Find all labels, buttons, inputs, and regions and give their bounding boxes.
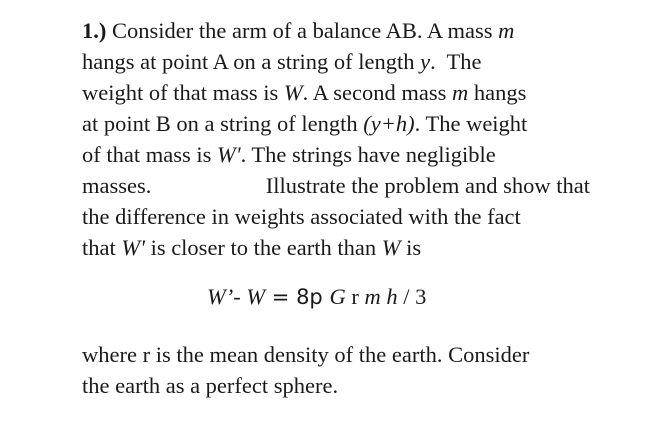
problem-line-2 [82, 49, 590, 75]
line-7-text: the difference in weights associated with the fact [82, 204, 521, 229]
line-3-end: hangs [468, 80, 527, 105]
eq-div: / 3 [397, 284, 427, 309]
problem-line-5 [82, 142, 496, 168]
eq-r: r [351, 284, 359, 309]
line-6-start: masses. [82, 173, 152, 198]
line-6-end: Illustrate the problem and show that [265, 173, 590, 198]
eq-equals: = 8p [265, 285, 330, 309]
eq-W: W [246, 284, 266, 309]
line-2-end: . The [430, 49, 482, 74]
problem-line-3 [82, 80, 526, 106]
line-4-text: at point B on a string of length [82, 111, 364, 136]
problem-line-4 [82, 111, 527, 137]
eq-minus: - [233, 284, 247, 309]
problem-line-1 [82, 18, 514, 44]
line-8-end: is [400, 235, 422, 260]
var-y-plus-h: (y+h) [363, 111, 415, 136]
var-W-prime-2: W' [121, 235, 145, 260]
eq-m: m [364, 284, 381, 309]
line-5-text: of that mass is [82, 142, 217, 167]
var-W-prime: W' [217, 142, 241, 167]
var-m: m [498, 18, 515, 43]
line-3-text: weight of that mass is [82, 80, 284, 105]
line-2-text: hangs at point A on a string of length [82, 49, 421, 74]
eq-h: h [386, 284, 398, 309]
var-W-2: W [381, 235, 401, 260]
var-m-2: m [451, 80, 469, 105]
line-3-mid: . A second mass [302, 80, 452, 105]
line-8-text: that [82, 235, 122, 260]
problem-line-7 [82, 204, 521, 230]
problem-line-8 [82, 235, 421, 261]
line-8-mid: is closer to the earth than [144, 235, 382, 260]
line-5-end: . The strings have negligible [240, 142, 496, 167]
equation: W’- W = 8p G r m h / 3 [207, 284, 427, 309]
var-y: y [420, 49, 431, 74]
closing-line-2: the earth as a perfect sphere. [82, 373, 339, 398]
problem-line-6 [82, 173, 590, 199]
line-1-text: Consider the arm of a balance AB. A mass [112, 18, 499, 43]
eq-W-prime: W [207, 284, 226, 309]
line-4-end: . The weight [414, 111, 528, 136]
eq-G: G [329, 284, 346, 309]
var-W: W [283, 80, 303, 105]
closing-line-1: where r is the mean density of the earth. Consider [82, 342, 530, 367]
problem-number: 1.) [82, 18, 107, 43]
